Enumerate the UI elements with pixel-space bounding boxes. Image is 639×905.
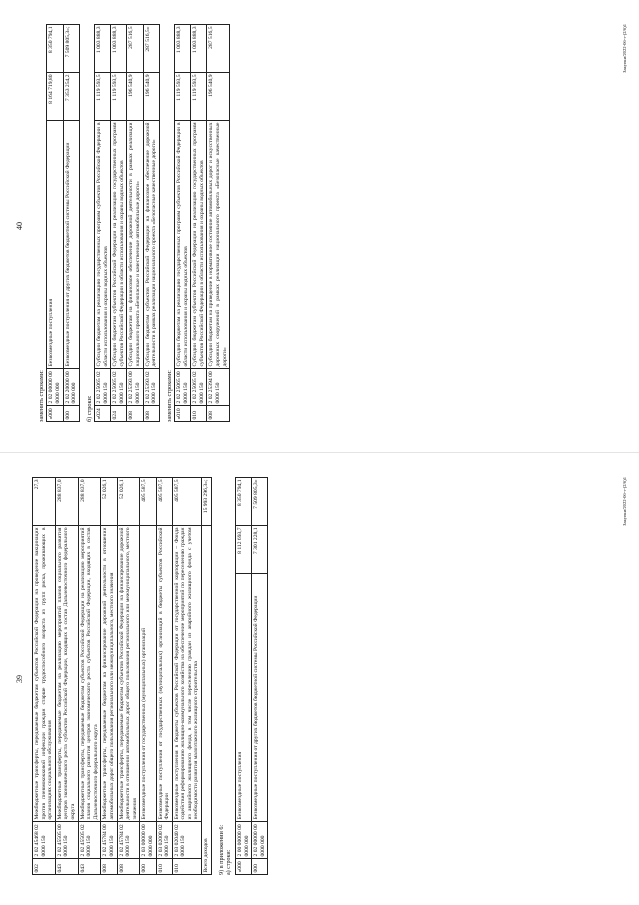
budget-code: 2 02 25065 02 0000 150 bbox=[111, 369, 127, 406]
budget-code: 2 02 25065 02 0000 150 bbox=[95, 369, 111, 406]
budget-code: 2 02 45505 00 0000 150 bbox=[55, 822, 78, 859]
row-description: Межбюджетные трансферты, передаваемые бюджетам субъектов Российской Федерации на финансирование дорожной деятельности в отношении автомобильных дорог общего пользования регионального или межмуниципального, местного значения bbox=[117, 526, 140, 822]
total-row bbox=[202, 478, 212, 875]
table-row bbox=[172, 478, 201, 875]
value-2: 8 350 794,1 bbox=[236, 478, 252, 526]
page-40-body bbox=[32, 24, 230, 422]
budget-code: 2 02 45468 02 0000 150 bbox=[33, 822, 56, 859]
value-1: 196 540,9 bbox=[143, 73, 159, 121]
value-1: 288 837,0 bbox=[78, 478, 101, 526]
admin-code: «000 bbox=[236, 859, 252, 875]
table-row bbox=[47, 25, 63, 422]
budget-table bbox=[46, 24, 79, 422]
budget-code: 2 03 02040 02 0000 150 bbox=[172, 822, 201, 859]
budget-code: 2 02 25065 02 0000 150 bbox=[191, 369, 207, 406]
value-1: 196 540,9 bbox=[207, 73, 230, 121]
table-row bbox=[156, 478, 172, 875]
table-row bbox=[236, 478, 252, 875]
value-1: 52 026,1 bbox=[101, 478, 117, 526]
page-39-content bbox=[0, 453, 639, 905]
admin-code: 000 bbox=[252, 859, 268, 875]
value-2: 7 509 805,3» bbox=[252, 478, 268, 526]
row-description: Межбюджетные трансферты, передаваемые бюджетам субъектов Российской Федерации на реализацию мероприятий планов социального развития центров экономического роста субъектов Российской Федерации, входящих в состав Дальневосточного федерального округа bbox=[78, 526, 101, 822]
section-heading: заменить строками: bbox=[38, 370, 45, 422]
budget-code: 2 02 25393 00 0000 150 bbox=[127, 369, 143, 406]
row-description: Субсидии бюджетам на приведение в нормативное состояние автомобильных дорог и искусственных дорожных сооружений в рамках реализации национального проекта «Безопасные качественные дороги» bbox=[207, 121, 230, 369]
admin-code: 000 bbox=[140, 859, 156, 875]
table-row bbox=[140, 478, 156, 875]
value-1: 405 587,5 bbox=[140, 478, 156, 526]
table-row bbox=[111, 25, 127, 422]
admin-code: «000 bbox=[47, 406, 63, 422]
table-row bbox=[191, 25, 207, 422]
row-description: Субсидии бюджетам на реализацию государственных программ субъектов Российской Федерации в области использования и охраны водных объектов bbox=[175, 121, 191, 369]
section-heading: 9) в приложении 6: bbox=[217, 824, 225, 875]
table-row bbox=[117, 478, 140, 875]
budget-code: 2 02 25394 00 0000 150 bbox=[207, 369, 230, 406]
admin-code: 043 bbox=[78, 859, 101, 875]
page-39 bbox=[0, 453, 639, 905]
budget-code: 2 02 00000 00 0000 000 bbox=[252, 822, 268, 859]
table-row bbox=[95, 25, 111, 422]
value-2: 1 003 888,3 bbox=[95, 25, 111, 73]
budget-code: 2 02 45505 02 0000 150 bbox=[78, 822, 101, 859]
value-1: 405 587,5 bbox=[156, 478, 172, 526]
budget-table bbox=[235, 477, 268, 875]
page-number: 40 bbox=[15, 222, 24, 230]
value-2: 287 516,5 bbox=[207, 25, 230, 73]
table-row bbox=[252, 478, 268, 875]
row-description: Субсидии бюджетам субъектов Российской Федерации на финансовое обеспечение дорожной деятельности в рамках реализации национального проекта «Безопасные качественные дороги» bbox=[143, 121, 159, 369]
page-footer: Закупки/2022-06-т-(2/6)1 bbox=[621, 24, 627, 73]
budget-code: 2 00 00000 00 0000 000 bbox=[236, 822, 252, 859]
row-description: Безвозмездные поступления bbox=[47, 121, 63, 369]
section-heading: б) строки: bbox=[85, 395, 93, 422]
budget-code: 2 03 02000 02 0000 150 bbox=[156, 822, 172, 859]
budget-code: 2 02 00000 00 0000 000 bbox=[47, 369, 63, 406]
admin-code: 008 bbox=[117, 859, 140, 875]
admin-code: 043 bbox=[55, 859, 78, 875]
table-row bbox=[143, 25, 159, 422]
value-1: 196 540,9 bbox=[127, 73, 143, 121]
page-39-body bbox=[32, 477, 268, 875]
admin-code: 000 bbox=[63, 406, 79, 422]
table-row bbox=[101, 478, 117, 875]
value-2: 8 350 794,1 bbox=[47, 25, 63, 73]
value-2: 1 003 888,3 bbox=[111, 25, 127, 73]
budget-code: 2 02 20000 00 0000 000 bbox=[63, 369, 79, 406]
value-2: 287 516,5» bbox=[143, 25, 159, 73]
page-footer: Закупки/2022-06-т-(2/6)1 bbox=[621, 477, 627, 526]
value-2: 287 516,5 bbox=[127, 25, 143, 73]
value-1: 8 164 719,80 bbox=[47, 73, 63, 121]
row-description: Субсидии бюджетам на реализацию государственных программ субъектов Российской Федерации в области использования и охраны водных объектов bbox=[95, 121, 111, 369]
admin-code: 008 bbox=[143, 406, 159, 422]
budget-table bbox=[174, 24, 230, 422]
value-1: 7 301 228,1 bbox=[252, 526, 268, 574]
row-description: Безвозмездные поступления bbox=[236, 574, 252, 822]
value-1: 7 353 254,2 bbox=[63, 73, 79, 121]
row-description: Межбюджетные трансферты, передаваемые бюджетам субъектов Российской Федерации на проведение вакцинации против пневмококковой инфекции граждан старше трудоспособного возраста из групп риска, проживающих в организациях социального обслуживания bbox=[33, 526, 56, 822]
value-2: 1 003 888,3 bbox=[175, 25, 191, 73]
table-row bbox=[78, 478, 101, 875]
budget-code: 2 02 45784 02 0000 150 bbox=[117, 822, 140, 859]
row-description: Безвозмездные поступления от других бюджетов бюджетной системы Российской Федерации bbox=[63, 121, 79, 369]
row-description: Безвозмездные поступления от государственных (муниципальных) организаций в бюджеты субъектов Российской Федерации bbox=[156, 526, 172, 822]
value-1: 27,3 bbox=[33, 478, 56, 526]
admin-code: 008 bbox=[207, 406, 230, 422]
value-1: 8 112 693,7 bbox=[236, 526, 252, 574]
admin-code: 010 bbox=[172, 859, 201, 875]
admin-code: 024 bbox=[111, 406, 127, 422]
page-40 bbox=[0, 0, 639, 452]
table-row bbox=[33, 478, 56, 875]
value-2: 1 003 888,3 bbox=[191, 25, 207, 73]
value-1: 1 119 593,5 bbox=[191, 73, 207, 121]
value-1: 288 837,0 bbox=[55, 478, 78, 526]
total-label: Всего доходов bbox=[202, 526, 212, 875]
admin-code: 010 bbox=[191, 406, 207, 422]
budget-code: 2 02 25393 02 0000 150 bbox=[143, 369, 159, 406]
budget-code: 2 03 00000 00 0000 000 bbox=[140, 822, 156, 859]
admin-code: «010 bbox=[175, 406, 191, 422]
value-1: 52 026,1 bbox=[117, 478, 140, 526]
budget-code: 2 02 45784 00 0000 150 bbox=[101, 822, 117, 859]
row-description: Межбюджетные трансферты, передаваемые бюджетам на финансирование дорожной деятельности в отношении автомобильных дорог общего пользования регионального или межмуниципального, местного значения bbox=[101, 526, 117, 822]
table-row bbox=[55, 478, 78, 875]
section-heading: заменить строками: bbox=[165, 370, 173, 422]
budget-table bbox=[32, 477, 212, 875]
table-row bbox=[127, 25, 143, 422]
value-2: 7 509 805,3»; bbox=[63, 25, 79, 73]
budget-code: 2 02 25065 00 0000 150 bbox=[175, 369, 191, 406]
value-1: 405 587,5 bbox=[172, 478, 201, 526]
value-1: 1 119 593,5 bbox=[111, 73, 127, 121]
row-description: Субсидии бюджетам субъектов Российской Федерации на реализацию государственных программ субъектов Российской Федерации в области использования и охраны водных объектов bbox=[191, 121, 207, 369]
table-row bbox=[207, 25, 230, 422]
value-1: 1 119 593,5 bbox=[175, 73, 191, 121]
table-row bbox=[63, 25, 79, 422]
row-description: Субсидии бюджетам на финансовое обеспечение дорожной деятельности в рамках реализации национального проекта «Безопасные и качественные автомобильные дороги» bbox=[127, 121, 143, 369]
admin-code: 008 bbox=[101, 859, 117, 875]
page-number: 39 bbox=[15, 675, 24, 683]
row-description: Безвозмездные поступления в бюджеты субъектов Российской Федерации от государственной корпорации – Фонда содействия реформированию жилищно-коммунального хозяйства на обеспечение мероприятий по переселению граждан из аварийного жилищного фонда, в том числе переселению граждан из аварийного жилищного фонда с учетом необходимости развития малоэтажного жилищного строительства bbox=[172, 526, 201, 822]
total-value: 15 993 296,3»; bbox=[202, 478, 212, 526]
row-description: Субсидии бюджетам субъектов Российской Федерации на реализацию государственных программ субъектов Российской Федерации в области использования и охраны водных объектов bbox=[111, 121, 127, 369]
admin-code: 002 bbox=[33, 859, 56, 875]
admin-code: 008 bbox=[127, 406, 143, 422]
table-row bbox=[175, 25, 191, 422]
value-1: 1 119 593,5 bbox=[95, 73, 111, 121]
subsection-heading: а) строки: bbox=[225, 849, 232, 875]
row-description: Безвозмездные поступления от государственных (муниципальных) организаций bbox=[140, 526, 156, 822]
admin-code: 010 bbox=[156, 859, 172, 875]
budget-table bbox=[94, 24, 160, 422]
row-description: Межбюджетные трансферты, передаваемые бюджетам на реализацию мероприятий планов социального развития центров экономического роста субъектов Российской Федерации, входящих в состав Дальневосточного федерального округа bbox=[55, 526, 78, 822]
row-description: Безвозмездные поступления от других бюджетов бюджетной системы Российской Федерации bbox=[252, 574, 268, 822]
page-40-content bbox=[0, 0, 639, 452]
admin-code: «024 bbox=[95, 406, 111, 422]
